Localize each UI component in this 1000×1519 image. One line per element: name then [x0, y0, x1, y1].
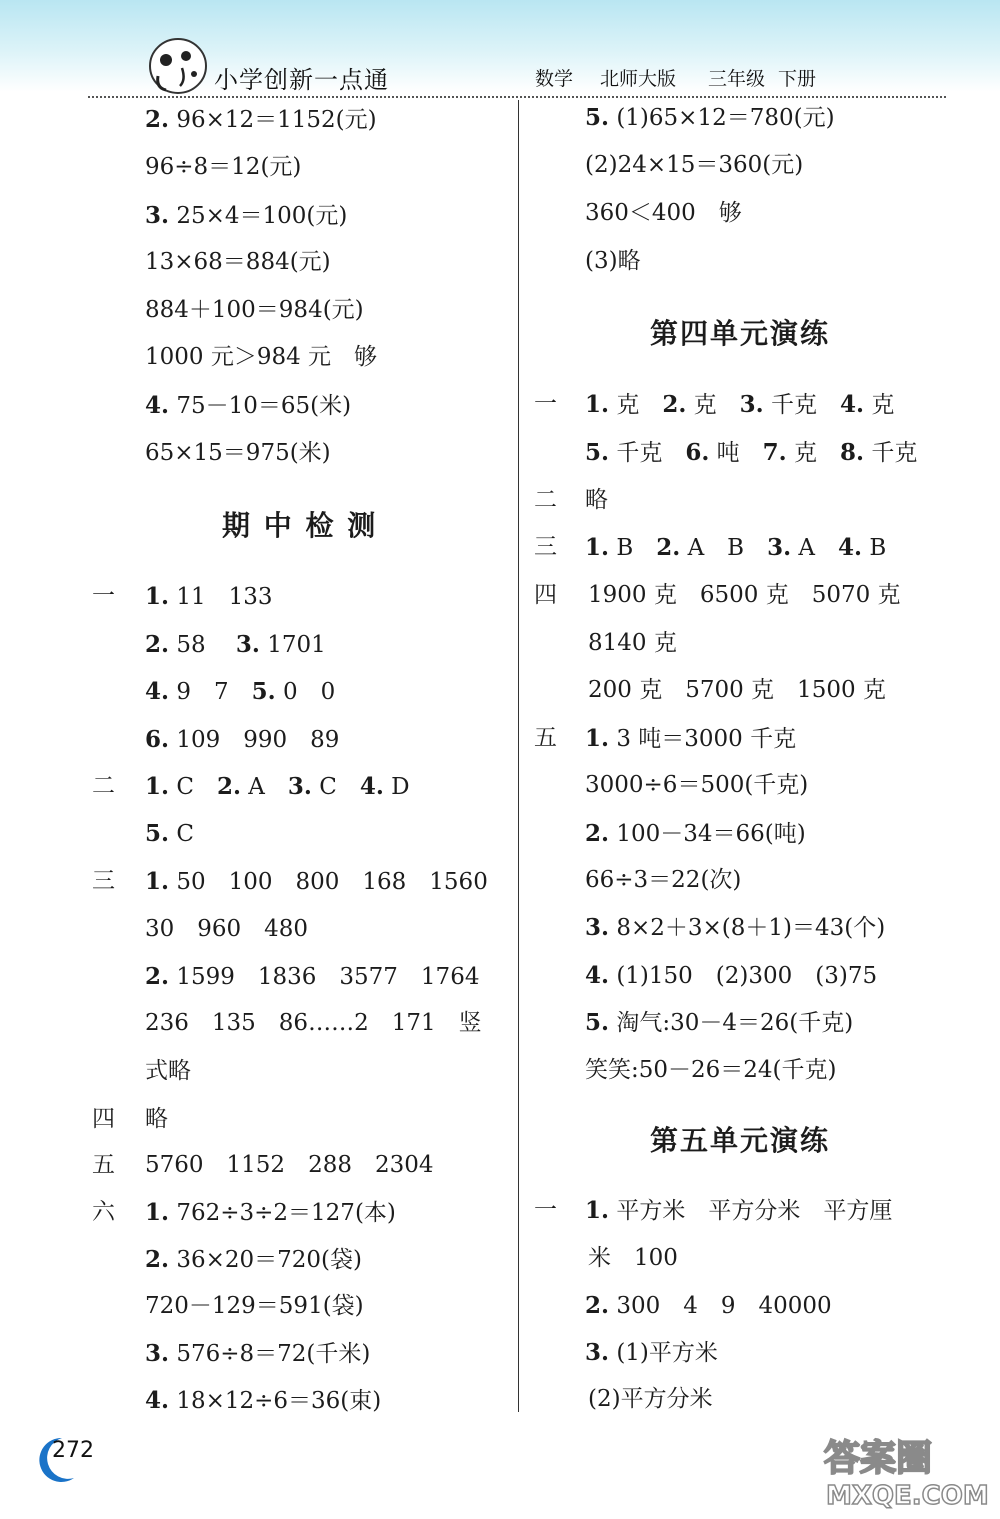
- section-marker: 三: [92, 868, 115, 894]
- answer-line: 2. 36×20＝720(袋): [145, 1246, 362, 1273]
- answer-line: 200 克 5700 克 1500 克: [588, 677, 886, 703]
- section-marker: 六: [92, 1199, 115, 1225]
- brand-title: 小学创新一点通: [214, 66, 389, 94]
- answer-line: 4. 9 7 5. 0 0: [145, 678, 336, 705]
- answer-line: 2. 96×12＝1152(元): [145, 106, 377, 133]
- section-marker: 一: [534, 1197, 557, 1223]
- unit5-heading: 第五单元演练: [650, 1124, 831, 1157]
- section-marker: 二: [92, 773, 115, 799]
- answer-line: 1. 平方米 平方分米 平方厘: [585, 1197, 893, 1224]
- section-marker: 三: [534, 534, 557, 560]
- answer-line: 1. 11 133: [145, 583, 273, 610]
- unit4-heading: 第四单元演练: [650, 317, 831, 350]
- answer-line: 5. C: [145, 820, 194, 847]
- answer-line: 1. 3 吨＝3000 千克: [585, 725, 797, 752]
- answer-line: 2. 100－34＝66(吨): [585, 820, 806, 847]
- answer-line: 2. 58 3. 1701: [145, 631, 326, 658]
- answer-line: (2)24×15＝360(元): [585, 152, 804, 178]
- answer-line: 1. 50 100 800 168 1560: [145, 868, 488, 895]
- answer-line: 5760 1152 288 2304: [145, 1152, 434, 1178]
- section-marker: 五: [534, 725, 557, 751]
- answer-line: 1000 元＞984 元 够: [145, 344, 378, 370]
- answer-line: 1. 克 2. 克 3. 千克 4. 克: [585, 391, 895, 418]
- answer-line: 236 135 86……2 171 竖: [145, 1010, 482, 1036]
- answer-line: 2. 300 4 9 40000: [585, 1292, 832, 1319]
- answer-line: 8140 克: [588, 630, 677, 656]
- page-number: 272: [52, 1438, 94, 1463]
- watermark-logo-text: 答案圈: [824, 1438, 933, 1479]
- answer-line: 4. (1)150 (2)300 (3)75: [585, 962, 878, 989]
- section-marker: 二: [534, 487, 557, 513]
- answer-line: 66÷3＝22(次): [585, 867, 742, 893]
- answer-line: 1. B 2. A B 3. A 4. B: [585, 534, 887, 561]
- answer-line: 884＋100＝984(元): [145, 297, 364, 323]
- header-edition: 北师大版: [600, 68, 677, 90]
- answer-line: 1. 762÷3÷2＝127(本): [145, 1199, 396, 1226]
- section-marker: 一: [534, 391, 557, 417]
- answer-line: 1900 克 6500 克 5070 克: [588, 582, 901, 608]
- answer-line: 4. 18×12÷6＝36(束): [145, 1387, 382, 1414]
- answer-line: 5. 淘气:30－4＝26(千克): [585, 1009, 854, 1036]
- answer-line: 笑笑:50－26＝24(千克): [585, 1057, 837, 1083]
- answer-line: 5. 千克 6. 吨 7. 克 8. 千克: [585, 439, 918, 466]
- answer-line: 720－129＝591(袋): [145, 1293, 364, 1319]
- answer-line: 略: [585, 487, 608, 513]
- answer-line: 65×15＝975(米): [145, 440, 331, 466]
- answer-line: 米 100: [588, 1245, 678, 1271]
- section-marker: 一: [92, 583, 115, 609]
- header-subject: 数学: [535, 68, 574, 90]
- answer-line: 3. 576÷8＝72(千米): [145, 1340, 371, 1367]
- section-marker: 四: [534, 582, 557, 608]
- answer-line: 5. (1)65×12＝780(元): [585, 104, 835, 131]
- answer-line: 4. 75－10＝65(米): [145, 392, 352, 419]
- watermark-url: MXQE.COM: [826, 1481, 989, 1511]
- answer-line: 30 960 480: [145, 916, 309, 942]
- answer-line: 360＜400 够: [585, 200, 742, 226]
- midterm-heading: 期 中 检 测: [222, 509, 378, 542]
- answer-line: 1. C 2. A 3. C 4. D: [145, 773, 410, 800]
- answer-line: 3. 8×2＋3×(8＋1)＝43(个): [585, 914, 886, 941]
- answer-line: 6. 109 990 89: [145, 726, 340, 753]
- answer-line: 13×68＝884(元): [145, 249, 331, 275]
- watermark-logo: [818, 1426, 994, 1512]
- answer-line: (2)平方分米: [588, 1386, 713, 1412]
- answer-line: 略: [145, 1106, 168, 1132]
- answer-line: 3. 25×4＝100(元): [145, 202, 348, 229]
- answer-line: 96÷8＝12(元): [145, 154, 302, 180]
- answer-line: 3. (1)平方米: [585, 1339, 718, 1366]
- column-divider: [518, 100, 519, 1412]
- header-volume: 下册: [778, 68, 817, 90]
- answer-line: 3000÷6＝500(千克): [585, 772, 809, 798]
- header-grade: 三年级: [708, 68, 766, 90]
- section-marker: 五: [92, 1152, 115, 1178]
- answer-line: (3)略: [585, 248, 641, 274]
- mascot-logo-icon: [146, 36, 208, 96]
- answer-line: 2. 1599 1836 3577 1764: [145, 963, 480, 990]
- answer-line: 式略: [145, 1058, 191, 1084]
- header-divider: [88, 96, 946, 98]
- section-marker: 四: [92, 1106, 115, 1132]
